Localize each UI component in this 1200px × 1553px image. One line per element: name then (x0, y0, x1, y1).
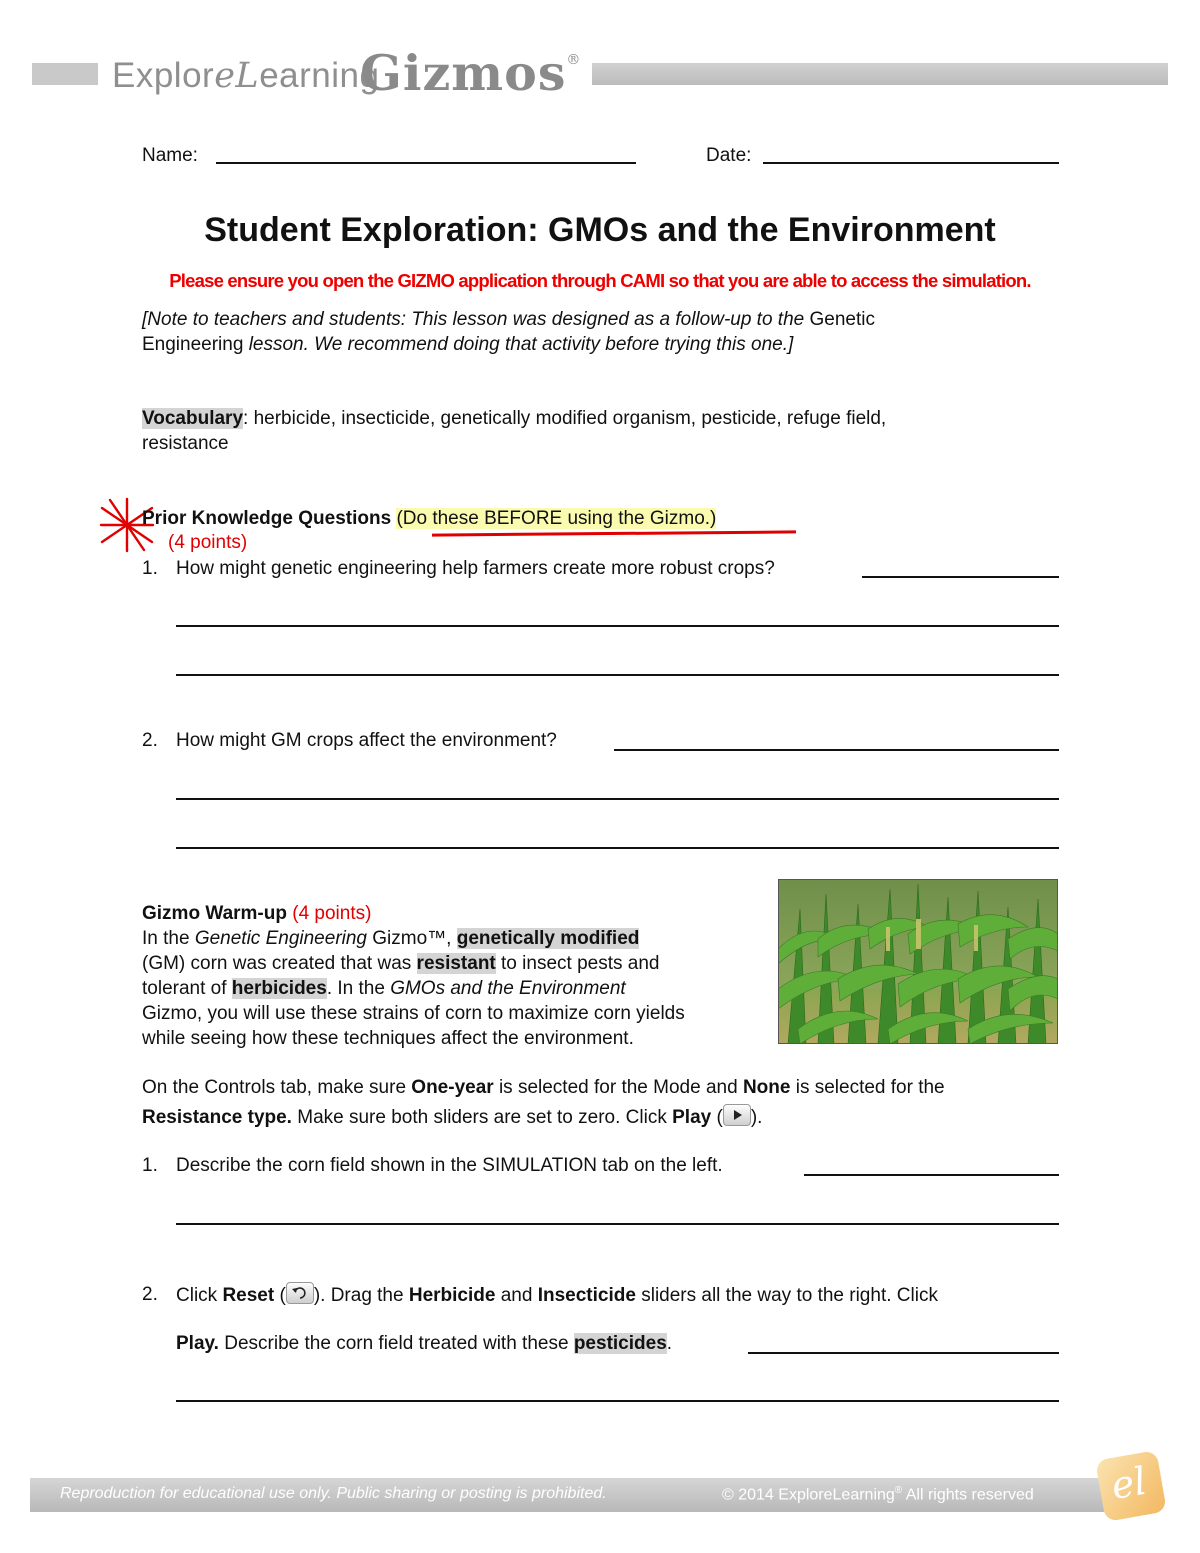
warmup-p2-line1: On the Controls tab, make sure One-year is selected for the Mode and None is selected for the (142, 1077, 945, 1098)
prior-q2-answer-line[interactable] (614, 749, 1059, 751)
prior-q2-number: 2. (142, 730, 158, 751)
red-underline-annotation (432, 530, 796, 536)
prior-note: (Do these BEFORE using the Gizmo.) (396, 508, 717, 529)
date-label: Date: (706, 145, 752, 166)
warmup-q2-answer-line[interactable] (748, 1352, 1059, 1354)
brand-gizmos: Gizmos® (360, 44, 582, 102)
corn-field-image (778, 879, 1058, 1044)
warmup-q1-answer-line[interactable] (176, 1223, 1059, 1225)
header-bar-left (32, 63, 98, 85)
prior-q1-answer-line[interactable] (176, 625, 1059, 627)
warmup-p1-line3: tolerant of herbicides. In the GMOs and the Environment (142, 978, 626, 999)
warmup-p1-line4: Gizmo, you will use these strains of corn to maximize corn yields (142, 1003, 685, 1024)
prior-knowledge-heading: Prior Knowledge Questions (Do these BEFORE using the Gizmo.) (142, 508, 717, 529)
prior-q2-answer-line[interactable] (176, 798, 1059, 800)
footer-disclaimer: Reproduction for educational use only. Public sharing or posting is prohibited. (60, 1485, 607, 1502)
prior-q2-answer-line[interactable] (176, 847, 1059, 849)
prior-q1-number: 1. (142, 558, 158, 579)
warmup-q1-text: Describe the corn field shown in the SIMULATION tab on the left. (176, 1155, 723, 1176)
reset-button-icon (286, 1282, 314, 1304)
warmup-heading: Gizmo Warm-up (4 points) (142, 903, 372, 924)
brand-explorelearning: ExploreLearning (112, 56, 380, 96)
vocabulary-line2: resistance (142, 433, 229, 454)
name-label: Name: (142, 145, 198, 166)
name-field[interactable] (216, 162, 636, 164)
teacher-note-line2: Engineering lesson. We recommend doing that activity before trying this one.] (142, 334, 794, 355)
prior-points: (4 points) (168, 532, 248, 553)
cami-warning: Please ensure you open the GIZMO application through CAMI so that you are able to access the simulation. (169, 270, 1031, 291)
warmup-points: (4 points) (292, 903, 372, 924)
date-field[interactable] (763, 162, 1059, 164)
vocabulary-line1: Vocabulary: herbicide, insecticide, genetically modified organism, pesticide, refuge field, (142, 408, 887, 429)
warmup-q2-line2: Play. Describe the corn field treated with these pesticides. (176, 1333, 673, 1354)
warmup-q2-line1: Click Reset ( ). Drag the Herbicide and Insecticide sliders all the way to the right. Click (176, 1282, 938, 1308)
warmup-q1-number: 1. (142, 1155, 158, 1176)
warmup-p1-line1: In the Genetic Engineering Gizmo™, genetically modified (142, 928, 640, 949)
warmup-q2-number: 2. (142, 1284, 158, 1305)
header-bar-right (592, 63, 1168, 85)
prior-q1-text: How might genetic engineering help farmers create more robust crops? (176, 558, 775, 579)
warmup-p1-line2: (GM) corn was created that was resistant to insect pests and (142, 953, 660, 974)
warmup-q1-answer-line[interactable] (804, 1174, 1059, 1176)
explorelearning-logo: el (1095, 1450, 1167, 1522)
vocabulary-label: Vocabulary (142, 408, 244, 429)
warmup-q2-answer-line[interactable] (176, 1400, 1059, 1402)
footer-copyright: © 2014 ExploreLearning® All rights reserved (722, 1485, 1034, 1504)
warmup-p1-line5: while seeing how these techniques affect the environment. (142, 1028, 634, 1049)
warmup-p2-line2: Resistance type. Make sure both sliders are set to zero. Click Play ( ). (142, 1104, 762, 1130)
teacher-note-line1: [Note to teachers and students: This lesson was designed as a follow-up to the Genetic (142, 309, 875, 330)
prior-q2-text: How might GM crops affect the environment? (176, 730, 557, 751)
page-title: Student Exploration: GMOs and the Environment (204, 211, 996, 249)
play-button-icon (723, 1104, 751, 1126)
prior-q1-answer-line[interactable] (862, 576, 1059, 578)
prior-q1-answer-line[interactable] (176, 674, 1059, 676)
